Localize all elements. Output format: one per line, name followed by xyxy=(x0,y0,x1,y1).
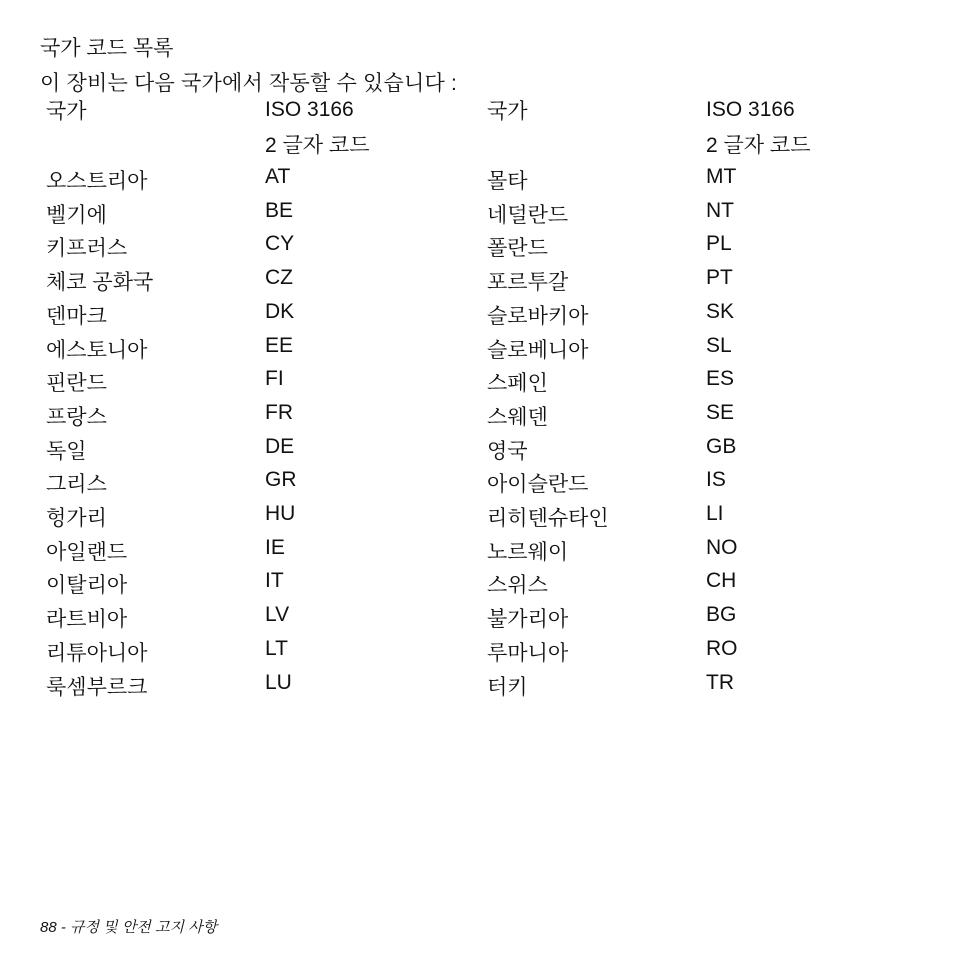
country-code-right: ES xyxy=(706,367,735,391)
country-name-right: 루마니아 xyxy=(487,641,569,665)
table-row xyxy=(0,268,954,302)
page-footer: 88 - 규정 및 안전 고지 사항 xyxy=(40,919,218,936)
header-country-left: 국가 xyxy=(46,100,87,123)
country-code-left: IT xyxy=(265,569,284,593)
country-code-left: DE xyxy=(265,434,295,458)
country-name-left: 룩셈부르크 xyxy=(46,675,148,699)
country-name-right: 불가리아 xyxy=(487,608,569,632)
country-code-right: NT xyxy=(706,198,734,222)
country-code-left: AT xyxy=(265,165,291,188)
table-row xyxy=(0,198,954,235)
country-name-right: 터키 xyxy=(487,675,528,699)
country-name-left: 오스트리아 xyxy=(46,170,148,193)
country-name-left: 벨기에 xyxy=(46,203,107,227)
country-name-left: 덴마크 xyxy=(46,304,107,328)
country-name-left: 체코 공화국 xyxy=(46,271,154,295)
country-code-left: LT xyxy=(265,636,288,660)
country-name-left: 그리스 xyxy=(46,473,107,497)
country-code-left: CZ xyxy=(265,266,293,290)
table-row xyxy=(0,369,954,403)
intro-text: 이 장비는 다음 국가에서 작동할 수 있습니다 : xyxy=(40,72,458,95)
country-code-right: CH xyxy=(706,569,737,593)
country-name-right: 폴란드 xyxy=(487,237,548,261)
country-name-left: 에스토니아 xyxy=(46,338,148,362)
header-country-right: 국가 xyxy=(487,100,528,123)
country-code-right: LI xyxy=(706,502,724,525)
table-row xyxy=(0,234,954,268)
table-row xyxy=(0,571,954,605)
country-name-left: 독일 xyxy=(46,439,87,463)
country-name-right: 몰타 xyxy=(487,170,528,193)
country-name-right: 스위스 xyxy=(487,574,548,598)
header-iso-sub-right: 2 글자 코드 xyxy=(706,134,811,157)
country-code-left: CY xyxy=(265,232,295,256)
country-name-right: 리히텐슈타인 xyxy=(487,507,609,530)
header-iso-right: ISO 3166 xyxy=(706,98,795,121)
table-row xyxy=(0,636,954,673)
country-name-left: 키프러스 xyxy=(46,237,128,261)
country-code-right: TR xyxy=(706,670,734,694)
country-code-left: DK xyxy=(265,299,295,323)
country-name-left: 라트비아 xyxy=(46,608,128,632)
country-code-right: SL xyxy=(706,333,732,357)
country-code-left: BE xyxy=(265,198,294,222)
country-code-left: LU xyxy=(265,670,292,694)
country-code-right: BG xyxy=(706,603,737,627)
country-name-left: 핀란드 xyxy=(46,372,107,396)
table-row xyxy=(0,400,954,437)
country-name-left: 리튜아니아 xyxy=(46,641,148,665)
country-code-right: RO xyxy=(706,636,738,660)
country-code-right: NO xyxy=(706,535,738,559)
country-code-right: PL xyxy=(706,232,732,256)
table-row xyxy=(0,333,954,370)
country-code-left: LV xyxy=(265,603,290,627)
table-row xyxy=(0,605,954,639)
country-name-right: 슬로베니아 xyxy=(487,338,589,362)
table-row xyxy=(0,535,954,572)
country-name-right: 슬로바키아 xyxy=(487,304,589,328)
country-code-right: GB xyxy=(706,434,737,458)
country-name-right: 포르투갈 xyxy=(487,271,569,295)
table-row xyxy=(0,670,954,707)
country-code-left: IE xyxy=(265,535,285,559)
country-code-left: FR xyxy=(265,400,293,424)
country-code-right: IS xyxy=(706,468,726,492)
country-name-right: 영국 xyxy=(487,439,528,463)
country-name-left: 프랑스 xyxy=(46,405,107,429)
table-row xyxy=(0,299,954,336)
country-name-right: 아이슬란드 xyxy=(487,473,589,497)
page-title: 국가 코드 목록 xyxy=(40,37,174,60)
country-name-right: 스웨덴 xyxy=(487,405,548,429)
country-name-left: 이탈리아 xyxy=(46,574,128,598)
table-row xyxy=(0,434,954,471)
country-name-left: 아일랜드 xyxy=(46,540,128,564)
country-code-right: MT xyxy=(706,165,737,188)
table-row xyxy=(0,167,954,201)
table-row xyxy=(0,504,954,538)
country-code-left: FI xyxy=(265,367,284,391)
country-code-right: SK xyxy=(706,299,735,323)
country-name-right: 노르웨이 xyxy=(487,540,569,564)
header-iso-sub-left: 2 글자 코드 xyxy=(265,134,370,157)
header-iso-left: ISO 3166 xyxy=(265,98,354,121)
country-code-right: PT xyxy=(706,266,733,290)
country-code-left: HU xyxy=(265,502,296,525)
country-name-left: 헝가리 xyxy=(46,507,107,530)
country-code-right: SE xyxy=(706,400,735,424)
country-code-left: GR xyxy=(265,468,297,492)
table-row xyxy=(0,470,954,504)
country-code-left: EE xyxy=(265,333,294,357)
country-name-right: 네덜란드 xyxy=(487,203,569,227)
country-name-right: 스페인 xyxy=(487,372,548,396)
